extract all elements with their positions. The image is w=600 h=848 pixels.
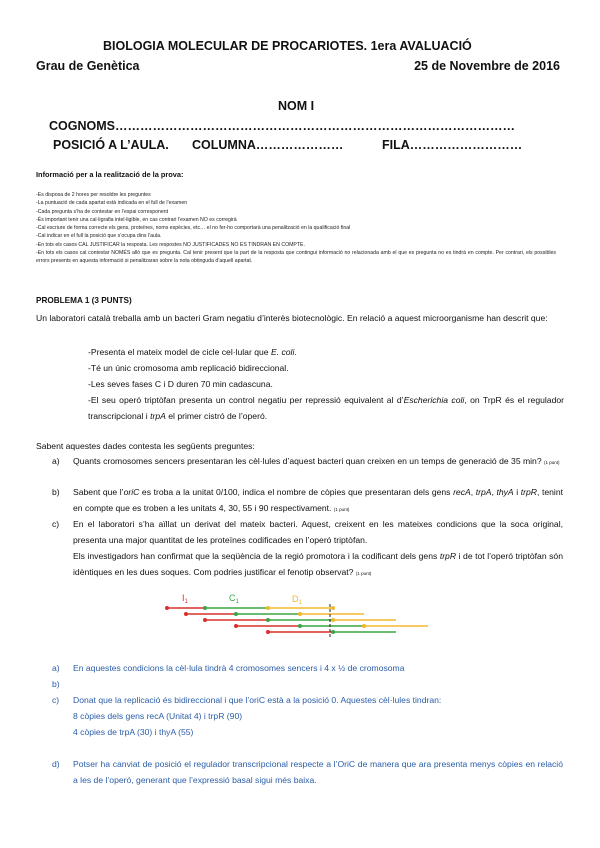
row-label: FILA……………………… — [382, 138, 523, 152]
answer-c-line: 4 còpies de trpA (30) i thyA (55) — [73, 727, 194, 737]
problem-title: PROBLEMA 1 (3 PUNTS) — [36, 296, 132, 305]
fact-item: -El seu operó triptòfan presenta un control negatiu per repressió equivalent al d’Escherichia coli, on TrpR és el regulador transcripcional i trpA el primer cistró de l’operó. — [88, 395, 565, 421]
instruction-item: -És important tenir una cal·ligrafia intel·ligible, en cas contrari l’examen NO es corregirà — [36, 216, 237, 223]
label-D1: $D_1$ — [292, 594, 302, 606]
cycle-line-3 — [203, 618, 396, 622]
answer-a-letter: a) — [52, 663, 60, 673]
cell-cycle-diagram — [0, 588, 600, 648]
problem-facts — [88, 344, 564, 424]
column-label: COLUMNA………………… — [192, 138, 344, 152]
cycle-line-5 — [266, 630, 396, 634]
question-b: Sabent que l’oriC es troba a la unitat 0/100, indica el nombre de còpies que presentaran dels gens recA, trpA, thyA i trpR, tenint en compte que es troben a les unitats 4, 30, 55 i 90 respectivament. (1 punt) — [73, 487, 564, 513]
fact-item: -Les seves fases C i D duren 70 min cadascuna. — [88, 379, 273, 389]
answer-c-line: 8 còpies dels gens recA (Unitat 4) i trpR (90) — [73, 711, 243, 721]
name-label: NOM I — [278, 99, 315, 113]
fact-item: -Té un únic cromosoma amb replicació bidireccional. — [88, 363, 289, 373]
instructions-title: Informació per a la realització de la prova: — [36, 170, 184, 179]
instruction-item: -La puntuació de cada apartat està indicada en el full de l’examen — [36, 200, 188, 207]
degree: Grau de Genètica — [36, 59, 140, 73]
cycle-line-4 — [234, 624, 428, 628]
instructions-list — [36, 191, 556, 266]
cycle-line-1 — [165, 606, 335, 610]
answer-d: Potser ha canviat de posició el regulador transcripcional respecte a l’OriC de manera que ara presenta menys còpies en relació a les de l’operó, generant que l’expressió basal sigui més baixa. — [73, 759, 563, 785]
fact-item: -Presenta el mateix model de cicle cel·lular que E. coli. — [88, 347, 297, 357]
answer-a: En aquestes condicions la cèl·lula tindrà 4 cromosomes sencers i 4 x ½ de cromosoma — [73, 663, 405, 673]
question-c: En el laboratori s’ha aïllat un derivat del mateix bacteri. Aquest, creixent en les mateixes condicions que la soca original, presenta una major quantitat de les proteïnes codificades en l’operó triptòfan. Els investigadors han confirmat que la seqüència de la regió promotora i la codificant dels gens trpR i de tot l’operó triptòfan són idèntiques en les dues soques. Com podries justificar el fenotip observat? (1 punt) — [73, 519, 563, 577]
surnames-label: COGNOMS…………………………………………………………………………………… — [49, 119, 515, 133]
diagram-labels — [182, 593, 303, 606]
label-I1: $I_1$ — [182, 593, 188, 605]
exam-date: 25 de Novembre de 2016 — [414, 59, 560, 73]
question-c-letter: c) — [52, 519, 60, 529]
questions-intro: Sabent aquestes dades contesta les següents preguntes: — [36, 441, 255, 451]
instruction-item: -Cada pregunta s’ha de contestar en l’espai corresponent — [36, 208, 169, 215]
answer-b-letter: b) — [52, 679, 60, 689]
position-label: POSICIÓ A L’AULA. — [53, 138, 169, 152]
answer-c: Donat que la replicació és bidireccional i que l’oriC està a la posició 0. Aquestes cèl·lules tindran: 8 còpies dels gens recA (Unitat 4) i trpR (90) 4 còpies de trpA (30) i thyA (55) — [73, 692, 563, 740]
answer-d-letter: d) — [52, 759, 60, 769]
problem-intro: Un laboratori català treballa amb un bacteri Gram negatiu d’interès biotecnològic. En relació a aquest microorganisme han descrit que: — [36, 313, 548, 323]
question-a: Quants cromosomes sencers presentaran les cèl·lules d’aquest bacteri quan creixen en un temps de generació de 35 min? (1 punt) — [73, 456, 560, 466]
instruction-item: -Es disposa de 2 hores per resoldre les preguntes — [36, 192, 151, 198]
label-C1: $C_1$ — [229, 593, 239, 605]
course-title: BIOLOGIA MOLECULAR DE PROCARIOTES. 1era AVALUACIÓ — [103, 39, 472, 53]
cycle-line-2 — [184, 612, 364, 616]
instruction-item: -En tots els casos cal contestar NOMÉS allò que es pregunta. Cal tenir present que la part de la resposta que contingui informació no relacionada amb el que es pregunta no es tindrà en compte. Per contrari, els possibles errors presents en aquesta informació si penalitzaran sobre la nota obtinguda d’aquell apartat. — [36, 250, 556, 265]
question-b-letter: b) — [52, 487, 60, 497]
instruction-item: -Cal escriure de forma correcte els gens, proteïnes, noms espècies, etc… el no fer-ho comportarà una penalització en la qualificació final — [36, 225, 351, 232]
instruction-item: -En tots els casos CAL JUSTIFICAR la resposta. Les respostes NO JUSTIFICADES NO ES TINDRAN EN COMPTE. — [36, 241, 305, 248]
instruction-item: -Cal indicar en el full la posició que s’ocupa dins l’aula. — [36, 233, 162, 240]
answer-c-letter: c) — [52, 695, 60, 705]
question-a-letter: a) — [52, 456, 60, 466]
